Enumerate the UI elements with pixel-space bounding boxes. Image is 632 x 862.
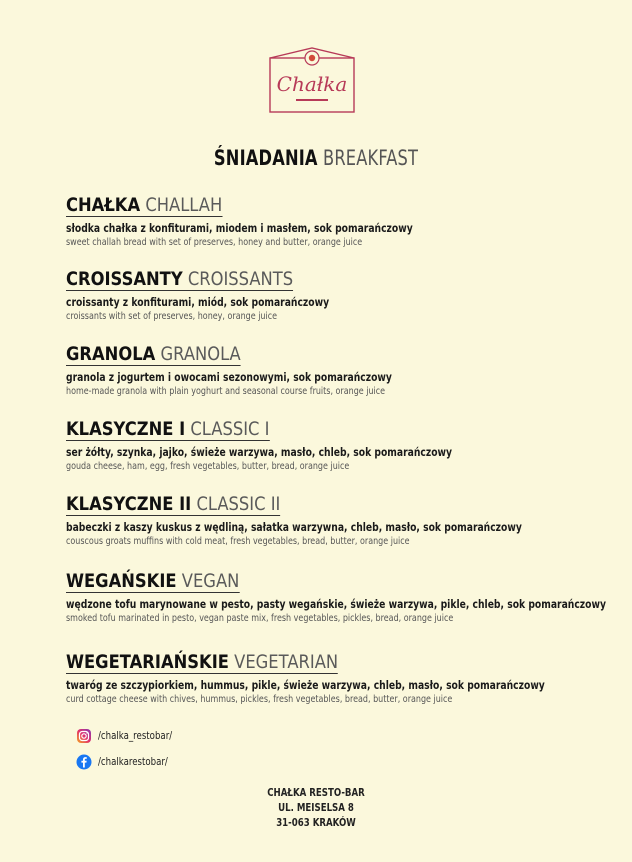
section-title-pl: GRANOLA <box>66 343 156 365</box>
section-title-en: CROISSANTS <box>187 268 294 290</box>
facebook-icon <box>76 754 92 770</box>
description-english: home-made granola with plain yoghurt and seasonal course fruits, orange juice <box>66 386 386 397</box>
facebook-handle: /chalkarestobar/ <box>98 756 168 768</box>
section-title-en: CLASSIC I <box>190 418 270 440</box>
instagram-handle: /chalka_restobar/ <box>98 730 173 742</box>
section-title <box>66 570 239 593</box>
section-chalka <box>66 194 606 248</box>
section-title-en: VEGETARIAN <box>234 651 339 673</box>
section-title-pl: WEGETARIAŃSKIE <box>66 651 229 673</box>
page-title <box>44 146 588 170</box>
description-english: croissants with set of preserves, honey, orange juice <box>66 311 278 322</box>
section-weganskie <box>66 570 606 624</box>
logo-text: Chałka <box>276 72 348 96</box>
description-polish: ser żółty, szynka, jajko, świeże warzywa, masło, chleb, sok pomarańczowy <box>66 445 453 459</box>
section-title <box>66 194 222 217</box>
section-title-pl: CROISSANTY <box>66 268 183 290</box>
description-english: sweet challah bread with set of preserves, honey and butter, orange juice <box>66 237 363 248</box>
description-english: smoked tofu marinated in pesto, vegan paste mix, fresh vegetables, pickles, bread, orange juice <box>66 613 454 624</box>
section-title <box>66 493 280 516</box>
street-address: UL. MEISELSA 8 <box>278 802 354 814</box>
description-polish: babeczki z kaszy kuskus z wędliną, sałatka warzywna, chleb, masło, sok pomarańczowy <box>66 520 522 534</box>
facebook-link[interactable] <box>76 754 183 770</box>
section-title-en: CLASSIC II <box>196 493 281 515</box>
instagram-icon <box>76 728 92 744</box>
section-klasyczne-1 <box>66 418 606 472</box>
title-polish: ŚNIADANIA <box>213 146 318 170</box>
section-title-pl: WEGAŃSKIE <box>66 570 177 592</box>
address-block <box>0 786 632 831</box>
section-klasyczne-2 <box>66 493 606 547</box>
description-english: curd cottage cheese with chives, hummus, pickles, fresh vegetables, bread, butter, orange juice <box>66 694 453 705</box>
restaurant-name: CHAŁKA RESTO-BAR <box>267 787 365 799</box>
city-address: 31-063 KRAKÓW <box>276 817 356 829</box>
section-croissanty <box>66 268 606 322</box>
description-english: couscous groats muffins with cold meat, fresh vegetables, bread, butter, orange juice <box>66 536 410 547</box>
section-title <box>66 651 338 674</box>
section-title-en: VEGAN <box>181 570 240 592</box>
section-title <box>66 343 241 366</box>
section-title-en: GRANOLA <box>160 343 241 365</box>
description-polish: słodka chałka z konfiturami, miodem i masłem, sok pomarańczowy <box>66 221 413 235</box>
title-english: BREAKFAST <box>323 146 419 170</box>
section-title-pl: CHAŁKA <box>66 194 141 216</box>
section-title-pl: KLASYCZNE II <box>66 493 192 515</box>
section-wegetarianskie <box>66 651 606 705</box>
section-title-pl: KLASYCZNE I <box>66 418 186 440</box>
description-polish: twaróg ze szczypiorkiem, hummus, pikle, świeże warzywa, chleb, masło, sok pomarańczowy <box>66 678 545 692</box>
description-polish: wędzone tofu marynowane w pesto, pasty wegańskie, świeże warzywa, pikle, chleb, sok pomarańczowy <box>66 597 606 611</box>
description-polish: croissanty z konfiturami, miód, sok pomarańczowy <box>66 295 330 309</box>
section-title <box>66 268 293 291</box>
instagram-link[interactable] <box>76 728 188 744</box>
section-title-en: CHALLAH <box>145 194 223 216</box>
section-granola <box>66 343 606 397</box>
description-polish: granola z jogurtem i owocami sezonowymi, sok pomarańczowy <box>66 370 392 384</box>
chalka-logo <box>268 44 356 114</box>
section-title <box>66 418 269 441</box>
description-english: gouda cheese, ham, egg, fresh vegetables, butter, bread, orange juice <box>66 461 350 472</box>
